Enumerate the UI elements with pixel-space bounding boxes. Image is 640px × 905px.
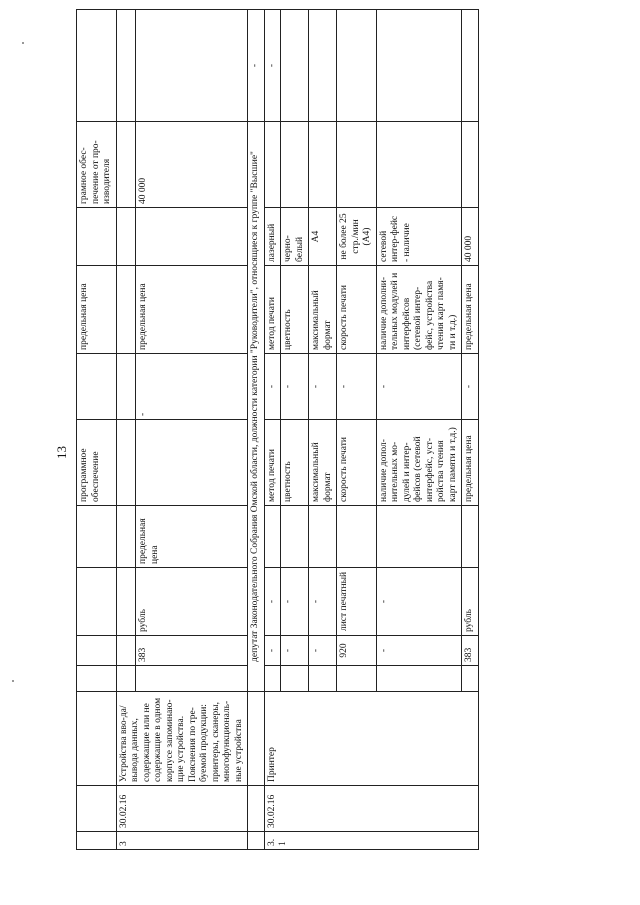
unit: - — [309, 568, 337, 636]
characteristic: наличие допол-нительных мо-дулей и интер-фейсов (сетевой интерфейс, уст-ройства чтения карт памяти и т.д.) — [376, 420, 462, 506]
okei-code: - — [309, 636, 337, 666]
okei-code: 920 — [337, 636, 377, 666]
value: - — [376, 354, 462, 420]
okei-code: 383 — [462, 636, 479, 666]
okpd-code: 30.02.16 — [264, 786, 478, 832]
header-cell: предельная цена — [77, 266, 117, 354]
value: А4 — [309, 208, 337, 266]
value: - — [337, 354, 377, 420]
characteristic: предельная цена — [136, 506, 248, 568]
okei-code: - — [281, 636, 309, 666]
characteristic: скорость печати — [337, 420, 377, 506]
value: сетевой интер-фейс - наличие — [376, 208, 462, 266]
okpd-code: 30.02.16 — [116, 786, 248, 832]
characteristic: цветность — [281, 420, 309, 506]
unit: - — [376, 568, 462, 636]
value: - — [281, 354, 309, 420]
unit: рубль — [136, 568, 248, 636]
requirements-table — [76, 9, 479, 850]
characteristic: предельная цена — [462, 266, 479, 354]
table-row — [264, 10, 281, 850]
value: - — [462, 354, 479, 420]
characteristic: скорость печати — [337, 266, 377, 354]
characteristic: метод печати — [264, 266, 281, 354]
price-value: 40 000 — [462, 208, 479, 266]
product-name: Устройства вво-да/вывода данных, содержащие или не содержащие в одном корпусе запоминаю-щие устройства. Пояснения по тре-буемой продукции: принтеры, сканеры, многофункциональ-ные устройства — [116, 692, 248, 786]
header-cell: программное обеспечение — [77, 420, 117, 506]
table-row — [77, 10, 117, 850]
value: лазерный — [264, 208, 281, 266]
characteristic: метод печати — [264, 420, 281, 506]
value: черно-белый — [281, 208, 309, 266]
unit: рубль — [462, 568, 479, 636]
dash: - — [264, 10, 281, 122]
okei-code: - — [376, 636, 462, 666]
page-number: 13 — [54, 446, 69, 459]
row-number: 3 — [116, 832, 248, 850]
characteristic: максимальный формат — [309, 420, 337, 506]
characteristic: предельная цена — [462, 420, 479, 506]
unit: - — [281, 568, 309, 636]
characteristic: наличие дополни-тельных модулей и интерфейсов (сетевой интер-фейс, устройства чтения карт памя-ти и т.д.) — [376, 266, 462, 354]
characteristic: цветность — [281, 266, 309, 354]
okei-code: 383 — [136, 636, 248, 666]
product-name: Принтер — [264, 692, 478, 786]
value: - — [264, 354, 281, 420]
row-number: 3.1 — [264, 832, 478, 850]
value: - — [309, 354, 337, 420]
unit: - — [264, 568, 281, 636]
value: не более 25 стр./мин (А4) — [337, 208, 377, 266]
header-cell: грамное обес-печение от про-изводителя — [77, 122, 117, 208]
value: - — [136, 354, 248, 420]
dash: - — [248, 10, 265, 122]
unit: лист печатный — [337, 568, 377, 636]
price-value: 40 000 — [136, 122, 248, 208]
characteristic: предельная цена — [136, 266, 248, 354]
table-row — [248, 10, 265, 850]
table-row — [116, 10, 136, 850]
characteristic: максимальный формат — [309, 266, 337, 354]
okei-code: - — [264, 636, 281, 666]
category-note: депутат Законодательного Собрания Омской области, должности категории "Руководители", относящиеся к группе "Высшие" — [248, 122, 265, 692]
